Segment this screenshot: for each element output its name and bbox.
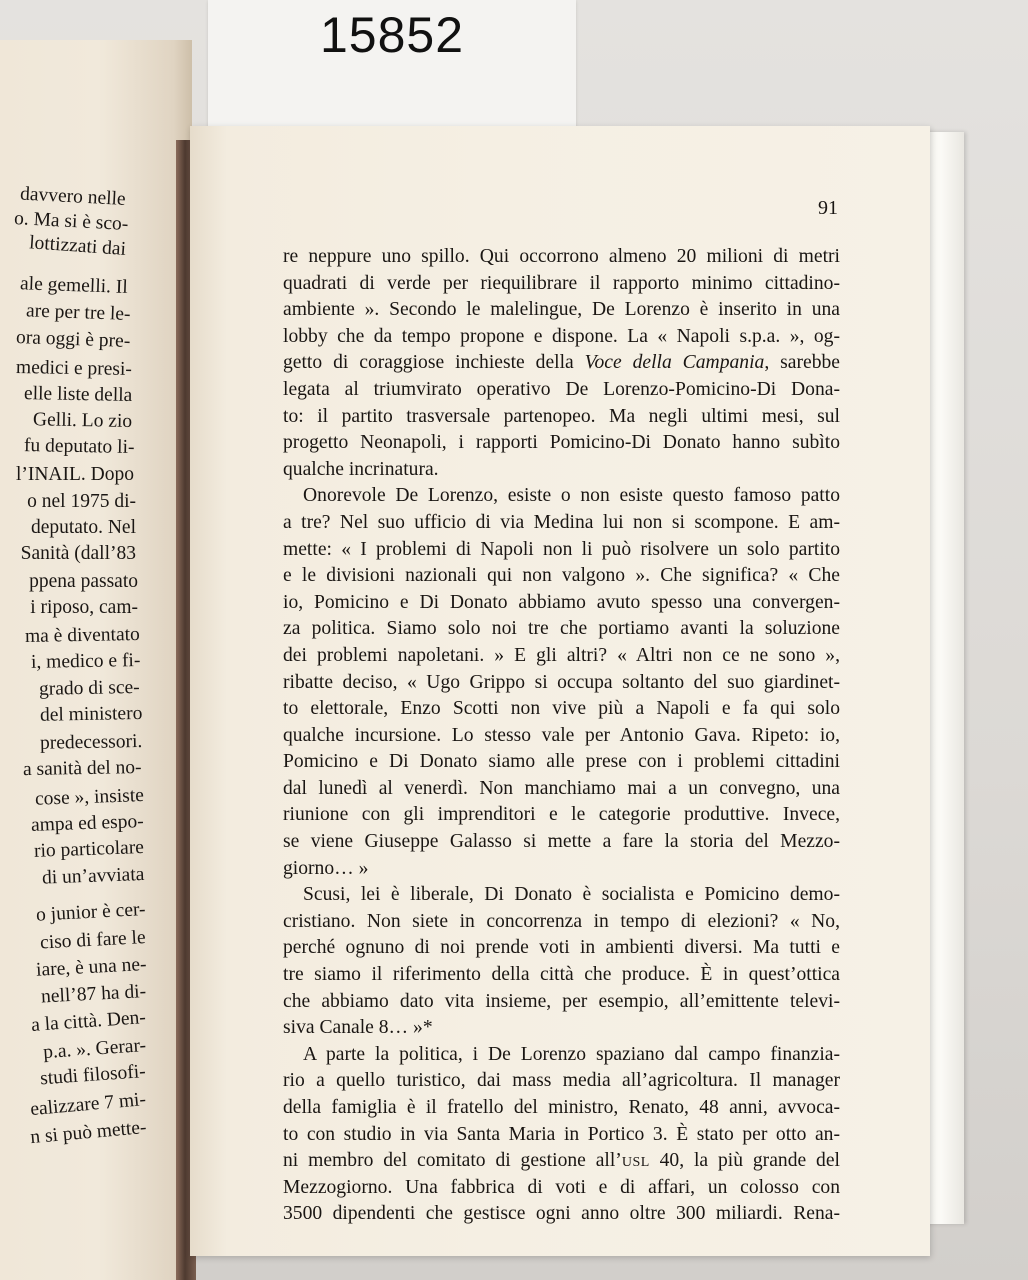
text-segment: ni membro del comitato di gestione all’ [283, 1150, 622, 1172]
text-line: quadrati di verde per riequilibrare il rapporto minimo cittadino- [283, 272, 840, 294]
left-text-line: nell’87 ha di- [40, 981, 147, 1008]
text-line: Mezzogiorno. Una fabbrica di voti e di affari, un colosso con [283, 1176, 840, 1198]
text-line: a tre? Nel suo ufficio di via Medina lui non si scompone. E am- [283, 511, 840, 533]
left-text-line: cose », insiste [34, 785, 145, 810]
text-line: perché ognuno di noi prende voti in ambienti diversi. Ma tutti e [283, 937, 840, 959]
text-line: giorno… » [283, 857, 369, 879]
left-text-line: fu deputato li- [23, 435, 135, 458]
text-line: Scusi, lei è liberale, Di Donato è socialista e Pomicino demo- [303, 884, 840, 906]
left-text-line: a la città. Den- [30, 1007, 147, 1036]
text-line: lobby che da tempo propone e dispone. La « Napoli s.p.a. », og- [283, 325, 840, 347]
left-text-line: medici e presi- [15, 356, 133, 380]
italic-title: Voce della Campania [584, 352, 765, 374]
text-line: dei problemi napoletani. » E gli altri? « Altri non ce ne sono », [283, 644, 840, 666]
text-line: to: il partito trasversale partenopeo. Ma negli ultimi mesi, sul [283, 405, 840, 427]
left-text-line: di un’avviata [41, 864, 145, 889]
left-text-line: ampa ed espo- [31, 811, 145, 836]
text-line: to elettorale, Enzo Scotti non vive più a Napoli e fa qui solo [283, 698, 840, 720]
left-text-line: ppena passato [29, 571, 138, 592]
left-text-line: deputato. Nel [30, 517, 136, 538]
text-line: A parte la politica, i De Lorenzo spaziano dal campo finanzia- [303, 1043, 840, 1065]
left-text-line: a sanità del no- [23, 757, 143, 781]
left-text-line: o. Ma si è sco- [13, 208, 129, 235]
left-text-line: iare, è una ne- [35, 954, 147, 981]
left-text-line: n si può mette- [29, 1117, 147, 1149]
left-page-text [0, 40, 192, 1280]
left-text-line: elle liste della [23, 383, 133, 406]
left-text-line: i, medico e fi- [30, 650, 141, 673]
text-line: Onorevole De Lorenzo, esiste o non esiste questo famoso patto [303, 485, 840, 507]
left-text-line: ora oggi è pre- [15, 327, 131, 352]
text-line [283, 350, 840, 377]
text-line: legata al triumvirato operativo De Lorenzo-Pomicino-Di Dona- [283, 378, 840, 400]
text-line: mette: « I problemi di Napoli non li può risolvere un solo partito [283, 538, 840, 560]
small-caps-acronym: usl [621, 1150, 650, 1172]
left-text-line: del ministero [39, 703, 143, 726]
text-line: se viene Giuseppe Galasso si mette a fare la storia del Mezzo- [283, 831, 840, 853]
left-text-line: p.a. ». Gerar- [42, 1035, 147, 1064]
text-line: to con studio in via Santa Maria in Portico 3. È stato per otto an- [283, 1123, 840, 1145]
text-line: ambiente ». Secondo le malelingue, De Lorenzo è inserito in una [283, 299, 840, 321]
text-line: dal lunedì al venerdì. Non manchiamo mai a un convegno, una [283, 777, 840, 799]
left-text-line: lottizzati dai [28, 232, 127, 260]
text-line: qualche incrinatura. [283, 458, 439, 480]
left-text-line: ealizzare 7 mi- [29, 1089, 147, 1121]
left-text-line: ma è diventato [25, 624, 141, 648]
left-text-line: studi filosofi- [39, 1061, 147, 1090]
left-text-line: ciso di fare le [40, 927, 147, 954]
text-line: qualche incursione. Lo stesso vale per Antonio Gava. Ripeto: io, [283, 724, 840, 746]
text-line: della famiglia è il fratello del ministro, Renato, 48 anni, avvoca- [283, 1097, 840, 1118]
left-text-line: i riposo, cam- [30, 597, 138, 618]
text-line: rio a quello turistico, dai mass media all’agricoltura. Il manager [283, 1070, 840, 1092]
text-line: re neppure uno spillo. Qui occorrono almeno 20 milioni di metri [283, 246, 840, 267]
text-line: io, Pomicino e Di Donato abbiamo avuto spesso una convergen- [283, 591, 840, 613]
page-number: 91 [818, 197, 838, 219]
left-page [0, 40, 192, 1280]
text-segment: getto di coraggiose inchieste della [283, 352, 585, 374]
left-text-line: o nel 1975 di- [27, 491, 136, 512]
text-line: e le divisioni nazionali qui non valgono ». Che significa? « Che [283, 565, 840, 587]
text-line: za politica. Siamo solo noi tre che portiamo avanti la soluzione [283, 618, 840, 640]
left-text-line: Gelli. Lo zio [32, 409, 133, 432]
left-text-line: o junior è cer- [36, 899, 147, 926]
left-text-line: grado di sce- [39, 677, 141, 700]
text-segment: 40, la più grande del [649, 1150, 840, 1172]
left-text-line: are per tre le- [25, 300, 131, 325]
right-page-text [283, 244, 840, 1228]
left-text-line: davvero nelle [20, 183, 127, 210]
text-line: cristiano. Non siete in concorrenza in tempo di elezioni? « No, [283, 910, 840, 932]
text-line: riunione con gli imprenditori e le categorie produttive. Invece, [283, 804, 840, 826]
text-line: 3500 dipendenti che gestisce ogni anno oltre 300 miliardi. Rena- [283, 1203, 840, 1225]
left-text-line: Sanità (dall’83 [20, 543, 136, 564]
left-text-line: ale gemelli. Il [19, 273, 129, 298]
text-line: tre siamo il riferimento della città che produce. È in quest’ottica [283, 964, 840, 986]
text-line [283, 1148, 840, 1175]
text-line: che abbiamo dato vita insieme, per esempio, all’emittente televi- [283, 990, 840, 1012]
text-segment: , sarebbe [764, 352, 840, 374]
right-page [190, 126, 930, 1256]
text-line: siva Canale 8… »* [283, 1017, 433, 1039]
left-text-line: predecessori. [39, 731, 143, 754]
catalog-number: 15852 [319, 7, 465, 63]
text-line: Pomicino e Di Donato siamo alle prese con i problemi cittadini [283, 751, 840, 773]
text-line: ribatte deciso, « Ugo Grippo si occupa soltanto del suo giardinet- [283, 671, 840, 693]
left-text-line: l’INAIL. Dopo [15, 464, 134, 485]
text-line: progetto Neonapoli, i rapporti Pomicino-Di Donato hanno subìto [283, 432, 840, 454]
left-text-line: rio particolare [33, 837, 145, 862]
